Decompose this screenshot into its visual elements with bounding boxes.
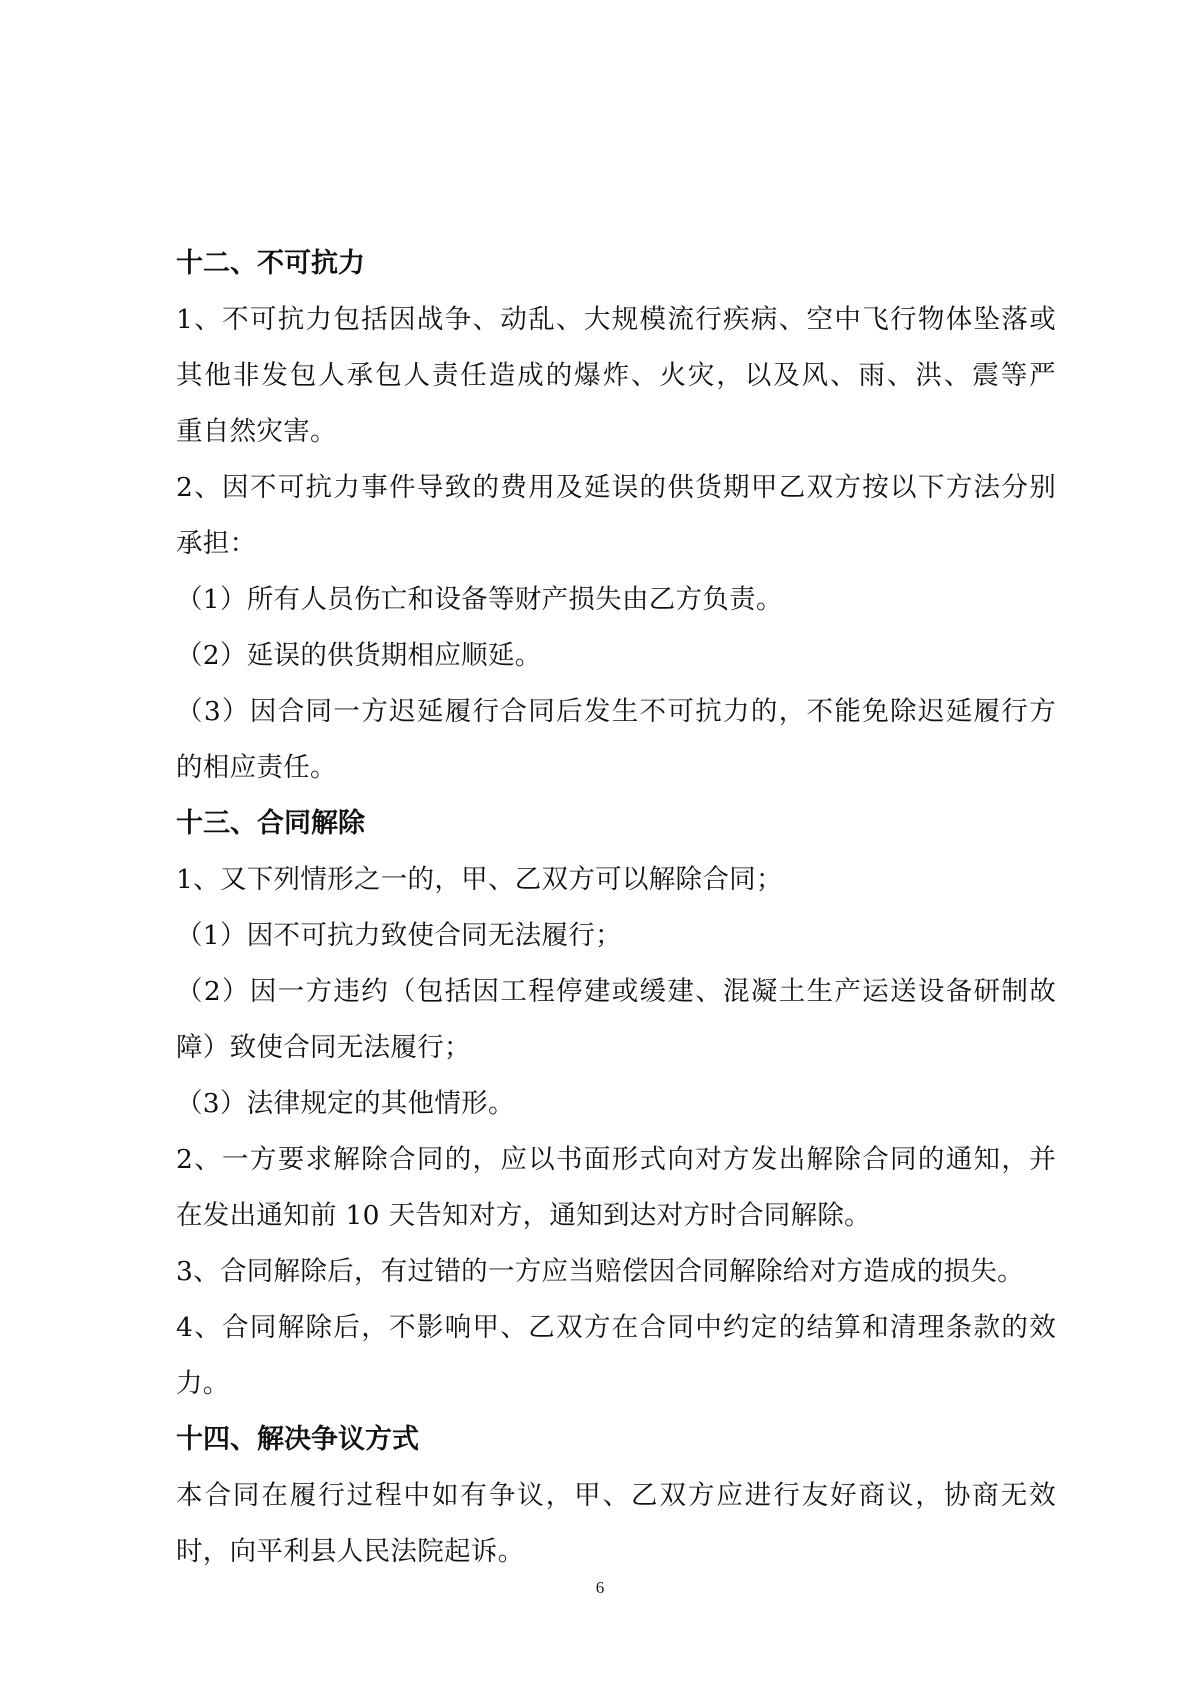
text-line: 本合同在履行过程中如有争议，甲、乙双方应进行友好商议，协商无效 — [176, 1480, 1056, 1511]
paragraph — [176, 628, 1056, 684]
paragraph — [176, 572, 1056, 628]
text-line: 其他非发包人承包人责任造成的爆炸、火灾，以及风、雨、洪、震等严 — [176, 360, 1056, 391]
text-line: 时，向平利县人民法院起诉。 — [176, 1536, 525, 1567]
paragraph — [176, 684, 1056, 796]
text-line: 4、合同解除后，不影响甲、乙双方在合同中约定的结算和清理条款的效 — [176, 1312, 1056, 1343]
text-line: 1、又下列情形之一的，甲、乙双方可以解除合同； — [176, 864, 783, 895]
text-line: （3）法律规定的其他情形。 — [176, 1088, 515, 1119]
section-heading: 十三、合同解除 — [176, 808, 365, 839]
text-line: 力。 — [176, 1368, 230, 1399]
text-line: 1、不可抗力包括因战争、动乱、大规模流行疾病、空中飞行物体坠落或 — [176, 304, 1056, 335]
text-line: 的相应责任。 — [176, 752, 337, 783]
paragraph — [176, 1300, 1056, 1412]
text-line: 在发出通知前 10 天告知对方，通知到达对方时合同解除。 — [176, 1200, 871, 1231]
text-line: 2、一方要求解除合同的，应以书面形式向对方发出解除合同的通知，并 — [176, 1144, 1056, 1175]
text-line: （1）所有人员伤亡和设备等财产损失由乙方负责。 — [176, 584, 783, 615]
section-contract-termination — [176, 796, 1056, 1412]
paragraph — [176, 292, 1056, 460]
section-heading: 十二、不可抗力 — [176, 248, 365, 279]
page-number: 6 — [595, 1578, 605, 1597]
text-line: （2）因一方违约（包括因工程停建或缓建、混凝土生产运送设备研制故 — [176, 976, 1056, 1007]
text-line: 2、因不可抗力事件导致的费用及延误的供货期甲乙双方按以下方法分别 — [176, 472, 1056, 503]
paragraph — [176, 1468, 1056, 1580]
section-dispute-resolution — [176, 1412, 1056, 1580]
paragraph — [176, 964, 1056, 1076]
paragraph — [176, 1132, 1056, 1244]
text-line: （2）延误的供货期相应顺延。 — [176, 640, 542, 671]
paragraph — [176, 852, 1056, 908]
text-line: 3、合同解除后，有过错的一方应当赔偿因合同解除给对方造成的损失。 — [176, 1256, 1024, 1287]
text-line: 重自然灾害。 — [176, 416, 337, 447]
text-line: （1）因不可抗力致使合同无法履行； — [176, 920, 622, 951]
text-line: （3）因合同一方迟延履行合同后发生不可抗力的，不能免除迟延履行方 — [176, 696, 1056, 727]
section-heading: 十四、解决争议方式 — [176, 1424, 419, 1455]
paragraph — [176, 460, 1056, 572]
section-force-majeure — [176, 236, 1056, 796]
text-line: 障）致使合同无法履行； — [176, 1032, 471, 1063]
paragraph — [176, 1076, 1056, 1132]
paragraph — [176, 908, 1056, 964]
document-body — [176, 236, 1056, 1580]
paragraph — [176, 1244, 1056, 1300]
text-line: 承担： — [176, 528, 257, 559]
